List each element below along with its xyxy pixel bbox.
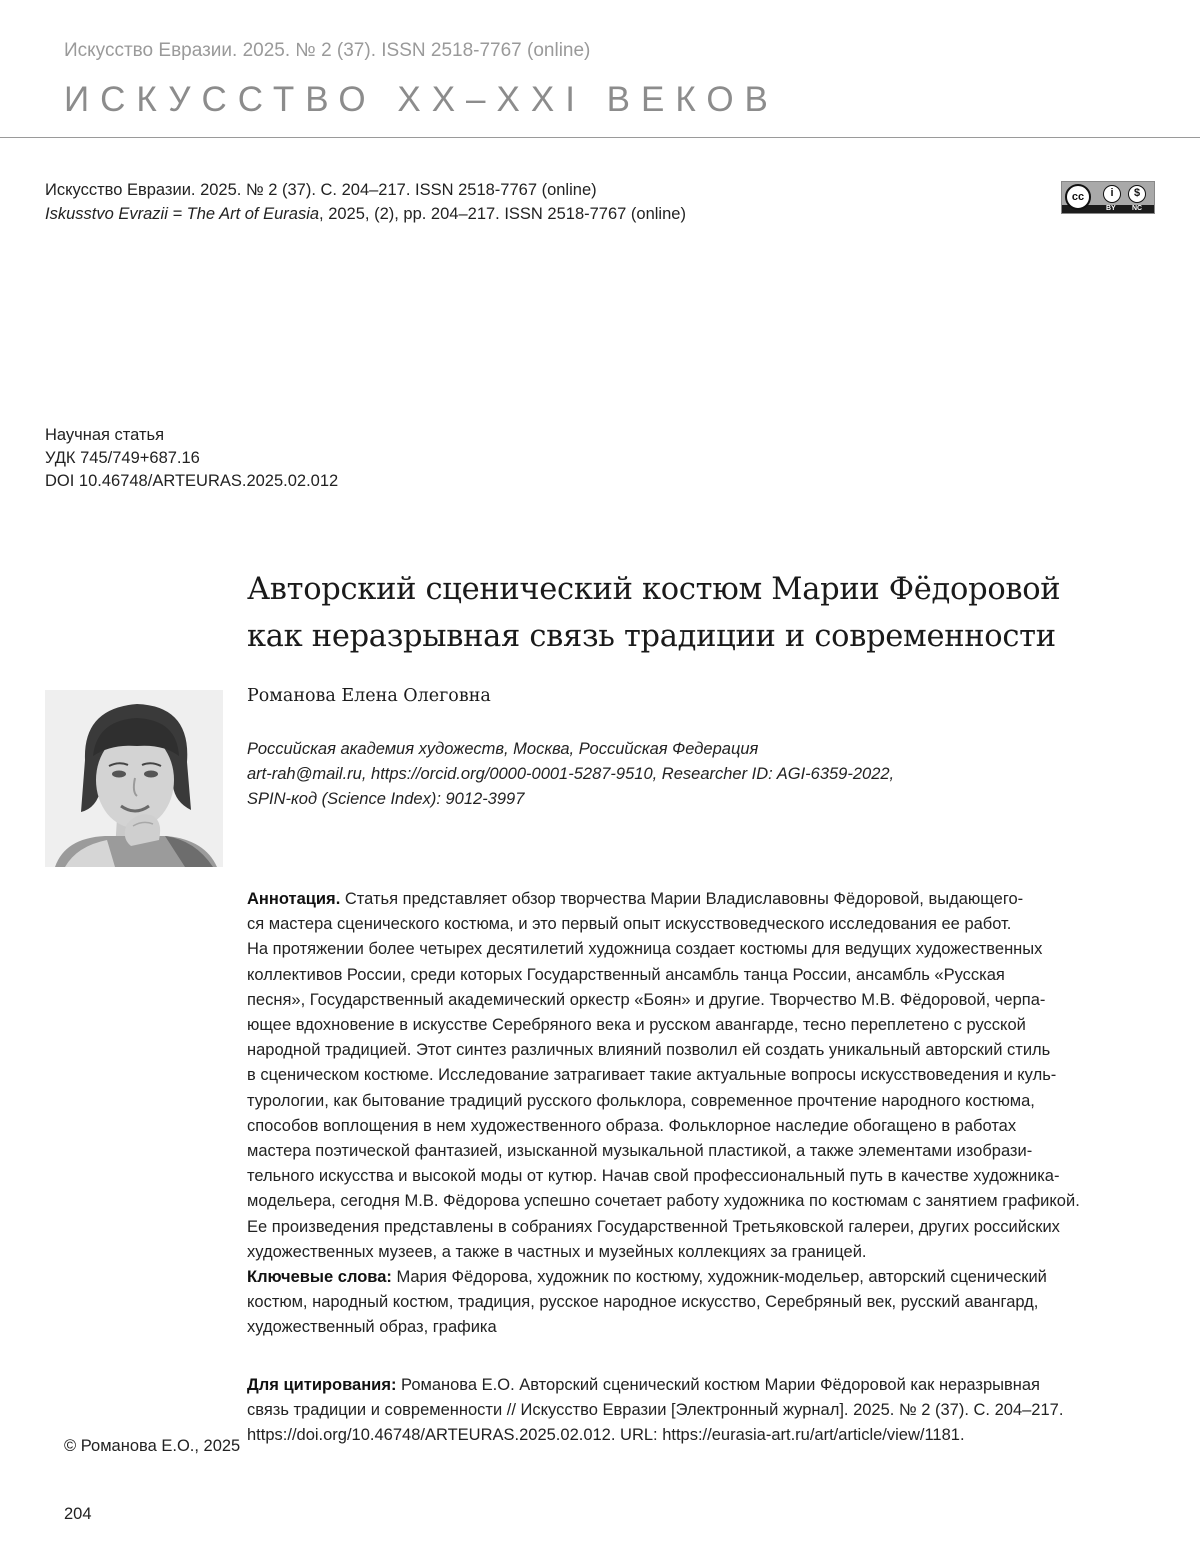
abstract-label: Аннотация. (247, 890, 341, 908)
abstract-line: На протяжении более четырех десятилетий художница создает костюмы для ведущих художественных (247, 940, 1043, 959)
doi[interactable]: DOI 10.46748/ARTEURAS.2025.02.012 (45, 472, 339, 490)
header-divider (0, 137, 1200, 138)
by-person-icon: i (1103, 185, 1121, 203)
title-line: Авторский сценический костюм Марии Фёдоровой (247, 572, 1061, 607)
abstract-line: народной традицией. Этот синтез различных влияний позволил ей создать уникальный авторский стиль (247, 1041, 1051, 1060)
citation-line[interactable]: https://doi.org/10.46748/ARTEURAS.2025.02.012. URL: https://eurasia-art.ru/art/article/view/1181. (247, 1426, 965, 1444)
article-title (247, 566, 1147, 660)
udk: УДК 745/749+687.16 (45, 449, 200, 467)
citation-line: связь традиции и современности // Искусство Евразии [Электронный журнал]. 2025. № 2 (37). С. 204–217. (247, 1401, 1064, 1419)
abstract-line: ющее вдохновение в искусстве Серебряного века и русском авангарде, тесно переплетено с русской (247, 1016, 1026, 1035)
abstract-block (247, 887, 1135, 1341)
keywords-label: Ключевые слова: (247, 1268, 392, 1287)
article-meta (45, 424, 338, 493)
citation-line: Для цитирования: Романова Е.О. Авторский сценический костюм Марии Фёдоровой как неразрывная (247, 1376, 1040, 1394)
how-to-cite (247, 1373, 1137, 1448)
abstract-line: способов воплощения в нем художественного образа. Фольклорное наследие обогащено в работах (247, 1116, 1017, 1135)
abstract-line: художественных музеев, а также в частных и музейных коллекциях за границей. (247, 1242, 867, 1261)
journal-title-en: Iskusstvo Evrazii = The Art of Eurasia (45, 205, 320, 223)
abstract-line: в сценическом костюме. Исследование затрагивает такие актуальные вопросы искусствоведения и куль- (247, 1066, 1057, 1085)
cc-icon: cc (1065, 184, 1091, 210)
abstract-line: модельера, сегодня М.В. Фёдорова успешно сочетает работу художника по костюмам с занятием графикой. (247, 1192, 1080, 1211)
abstract-line: ся мастера сценического костюма, и это первый опыт искусствоведческого исследования ее работ. (247, 915, 1012, 934)
keywords-line: художественный образ, графика (247, 1318, 497, 1337)
keywords-line: Ключевые слова: Мария Фёдорова, художник по костюму, художник-модельер, авторский сценический (247, 1268, 1047, 1287)
affiliation-line: Российская академия художеств, Москва, Российская Федерация (247, 740, 759, 758)
section-heading: ИСКУССТВО XX–XXI ВЕКОВ (64, 80, 779, 119)
author-name: Романова Елена Олеговна (247, 686, 491, 706)
abstract-line: песня», Государственный академический оркестр «Боян» и другие. Творчество М.В. Фёдоровой, черпа- (247, 990, 1046, 1009)
nc-label: NC (1132, 205, 1143, 212)
by-label: BY (1106, 205, 1116, 212)
abstract-line: Аннотация. Статья представляет обзор творчества Марии Владиславовны Фёдоровой, выдающего- (247, 890, 1024, 908)
copyright: © Романова Е.О., 2025 (64, 1437, 241, 1455)
title-line: как неразрывная связь традиции и современности (247, 619, 1056, 654)
abstract-line: мастера поэтической фантазией, изысканной музыкальной пластикой, а также элементами изобрази- (247, 1142, 1033, 1161)
author-affiliation (247, 737, 894, 812)
abstract-line: Ее произведения представлены в собраниях Государственной Третьяковской галереи, других российских (247, 1217, 1060, 1236)
article-type: Научная статья (45, 426, 165, 444)
running-head: Искусство Евразии. 2025. № 2 (37). ISSN 2518-7767 (online) (64, 40, 591, 61)
journal-citation-lines (45, 178, 686, 226)
page-number: 204 (64, 1505, 92, 1523)
abstract-line: тельного искусства и высокой моды от кутюр. Начав свой профессиональный путь в качестве художника- (247, 1167, 1060, 1186)
cc-license-badge[interactable] (1061, 181, 1155, 214)
citation-label: Для цитирования: (247, 1376, 397, 1394)
author-contacts[interactable]: art-rah@mail.ru, https://orcid.org/0000-0001-5287-9510, Researcher ID: AGI-6359-2022, (247, 765, 895, 783)
keywords-line: костюм, народный костюм, традиция, русское народное искусство, Серебряный век, русский авангард, (247, 1293, 1039, 1312)
abstract-line: коллективов России, среди которых Государственный ансамбль танца России, ансамбль «Русская (247, 965, 1005, 984)
citation-line-ru: Искусство Евразии. 2025. № 2 (37). С. 204–217. ISSN 2518-7767 (online) (45, 181, 597, 199)
nc-icon: $ (1128, 185, 1146, 203)
author-spin: SPIN-код (Science Index): 9012-3997 (247, 790, 525, 808)
citation-line-en (45, 202, 686, 226)
abstract-line: турологии, как бытование традиций русского фольклора, современное прочтение народного костюма, (247, 1091, 1035, 1110)
citation-line-en-rest: , 2025, (2), pp. 204–217. ISSN 2518-7767 (online) (319, 205, 686, 223)
author-photo (45, 690, 223, 867)
